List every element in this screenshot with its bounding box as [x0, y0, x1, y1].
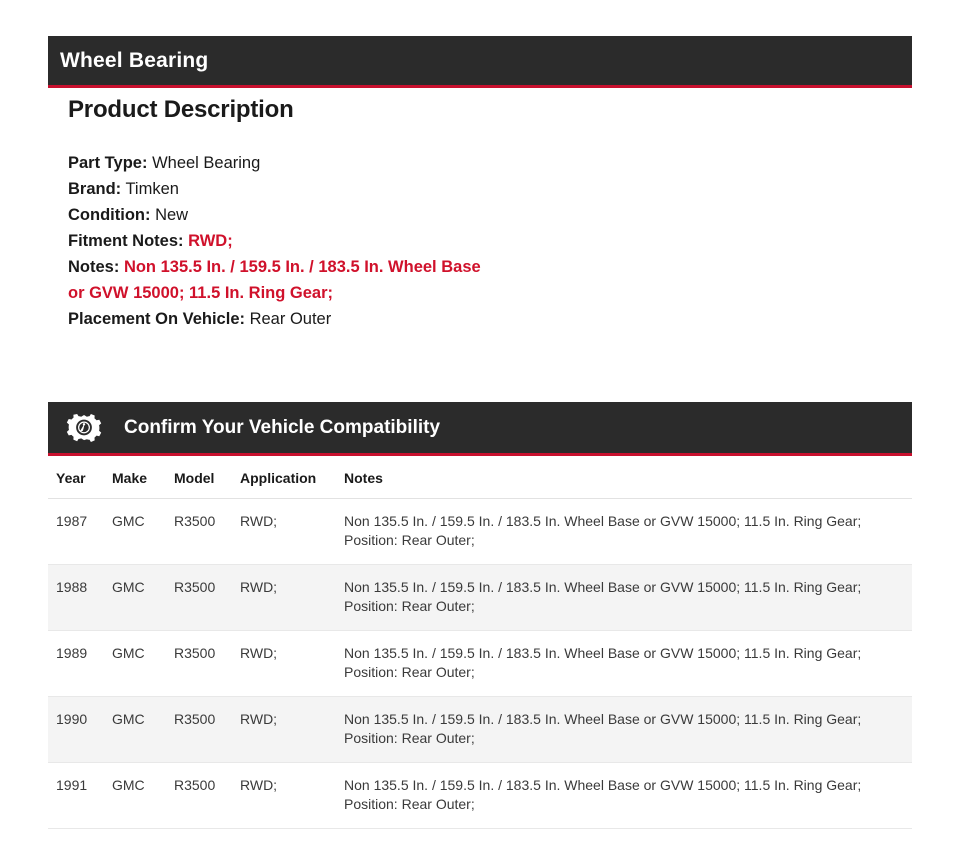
- cell-notes: Non 135.5 In. / 159.5 In. / 183.5 In. Wheel Base or GVW 15000; 11.5 In. Ring Gear; Position: Rear Outer;: [336, 697, 912, 763]
- spec-label: Notes:: [68, 258, 120, 276]
- spec-row-placement: [68, 306, 488, 332]
- cell-year: 1990: [48, 697, 104, 763]
- page-title: Wheel Bearing: [60, 48, 209, 72]
- cell-model: R3500: [166, 631, 232, 697]
- column-header-make: Make: [104, 456, 166, 499]
- cell-model: R3500: [166, 697, 232, 763]
- spec-label: Part Type:: [68, 154, 148, 172]
- cell-year: 1987: [48, 499, 104, 565]
- part-title-banner: [48, 36, 912, 88]
- table-row: [48, 631, 912, 697]
- cell-notes: Non 135.5 In. / 159.5 In. / 183.5 In. Wheel Base or GVW 15000; 11.5 In. Ring Gear; Position: Rear Outer;: [336, 763, 912, 829]
- spec-row-notes: [68, 254, 488, 306]
- spec-value: New: [155, 206, 189, 224]
- cell-application: RWD;: [232, 565, 336, 631]
- spec-value: Wheel Bearing: [152, 154, 261, 172]
- cell-application: RWD;: [232, 631, 336, 697]
- table-row: [48, 499, 912, 565]
- table-header-row: [48, 456, 912, 499]
- spec-value-highlighted: RWD;: [188, 232, 233, 250]
- column-header-model: Model: [166, 456, 232, 499]
- cell-make: GMC: [104, 565, 166, 631]
- cell-application: RWD;: [232, 763, 336, 829]
- cell-model: R3500: [166, 499, 232, 565]
- column-header-application: Application: [232, 456, 336, 499]
- cell-year: 1988: [48, 565, 104, 631]
- cell-notes: Non 135.5 In. / 159.5 In. / 183.5 In. Wheel Base or GVW 15000; 11.5 In. Ring Gear; Position: Rear Outer;: [336, 499, 912, 565]
- spec-label: Condition:: [68, 206, 151, 224]
- spec-value: Timken: [125, 180, 179, 198]
- compatibility-table: [48, 456, 912, 829]
- cell-notes: Non 135.5 In. / 159.5 In. / 183.5 In. Wheel Base or GVW 15000; 11.5 In. Ring Gear; Position: Rear Outer;: [336, 565, 912, 631]
- spec-row-fitment-notes: [68, 228, 488, 254]
- cell-make: GMC: [104, 499, 166, 565]
- cell-make: GMC: [104, 763, 166, 829]
- spec-label: Placement On Vehicle:: [68, 310, 245, 328]
- product-spec-list: [68, 150, 488, 332]
- cell-application: RWD;: [232, 499, 336, 565]
- spec-label: Fitment Notes:: [68, 232, 184, 250]
- spec-label: Brand:: [68, 180, 122, 198]
- table-row: [48, 697, 912, 763]
- cell-make: GMC: [104, 631, 166, 697]
- product-description-section: [68, 96, 908, 332]
- cell-application: RWD;: [232, 697, 336, 763]
- spec-row-part-type: [68, 150, 488, 176]
- table-row: [48, 565, 912, 631]
- column-header-year: Year: [48, 456, 104, 499]
- product-description-heading: Product Description: [68, 96, 294, 123]
- cell-make: GMC: [104, 697, 166, 763]
- cell-year: 1989: [48, 631, 104, 697]
- table-row: [48, 763, 912, 829]
- spec-row-condition: [68, 202, 488, 228]
- vehicle-compatibility-section: [48, 402, 912, 829]
- cell-model: R3500: [166, 565, 232, 631]
- column-header-notes: Notes: [336, 456, 912, 499]
- cell-year: 1991: [48, 763, 104, 829]
- cell-notes: Non 135.5 In. / 159.5 In. / 183.5 In. Wheel Base or GVW 15000; 11.5 In. Ring Gear; Position: Rear Outer;: [336, 631, 912, 697]
- spec-row-brand: [68, 176, 488, 202]
- compatibility-header: [48, 402, 912, 456]
- table-body: [48, 499, 912, 829]
- spec-value: Rear Outer: [249, 310, 332, 328]
- table-header: [48, 456, 912, 499]
- gear-icon: [66, 410, 102, 446]
- compatibility-title: Confirm Your Vehicle Compatibility: [124, 416, 441, 438]
- spec-value-highlighted: Non 135.5 In. / 159.5 In. / 183.5 In. Wheel Base or GVW 15000; 11.5 In. Ring Gear;: [68, 258, 481, 302]
- cell-model: R3500: [166, 763, 232, 829]
